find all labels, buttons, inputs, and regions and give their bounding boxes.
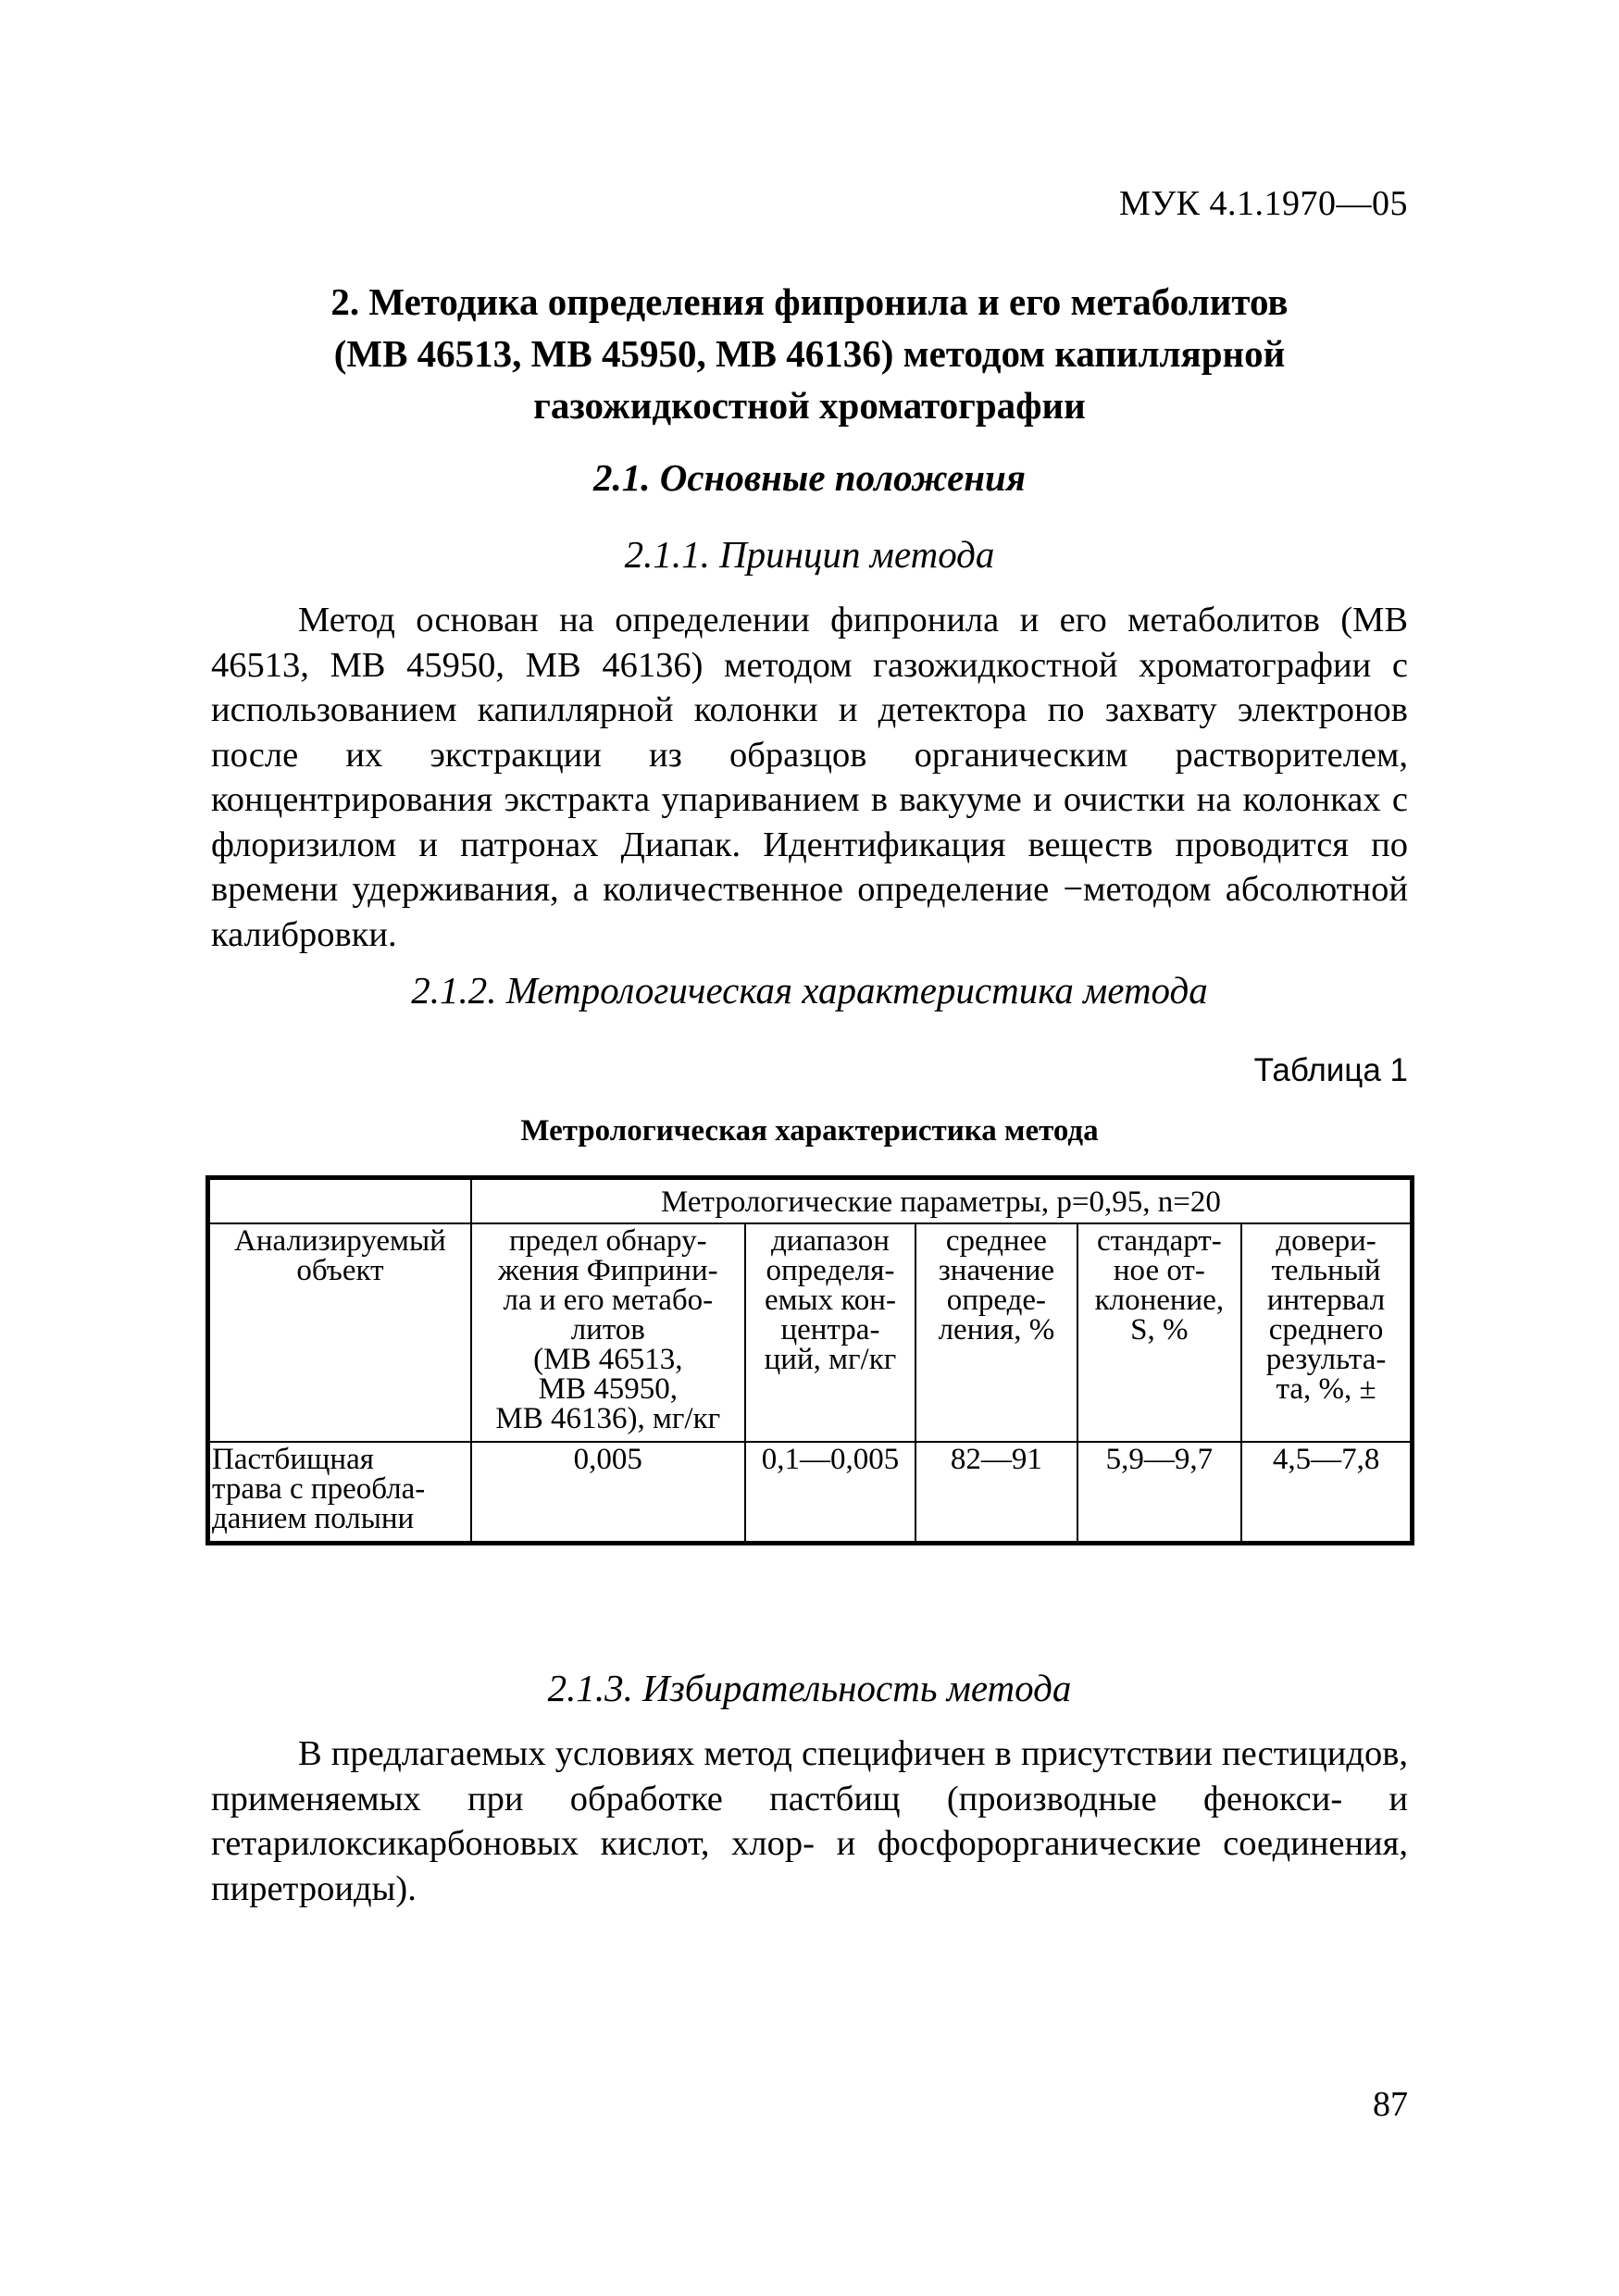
table-cell-sd: 5,9—9,7 bbox=[1077, 1442, 1242, 1544]
metrology-table bbox=[205, 1175, 1414, 1545]
table-row bbox=[208, 1442, 1413, 1544]
table-header-sd: стандарт- ное от- клонение, S, % bbox=[1077, 1223, 1242, 1442]
page-number: 87 bbox=[1373, 2085, 1408, 2124]
table-header-params: Метрологические параметры, р=0,95, n=20 bbox=[471, 1178, 1413, 1224]
section-title-line: (МВ 46513, МВ 45950, МВ 46136) методом капиллярной bbox=[333, 332, 1286, 375]
table-cell-detection-limit: 0,005 bbox=[471, 1442, 745, 1544]
table-header-row bbox=[208, 1178, 1413, 1224]
subsection-title-2-1-2: 2.1.2. Метрологическая характеристика метода bbox=[411, 969, 1208, 1011]
paragraph-principle: Метод основан на определении фипронила и его метаболитов (МВ 46513, МВ 45950, МВ 46136) методом газожидкостной хроматографии с использованием капиллярной колонки и детектора по захвату электронов после их экстракции из образцов органическим растворителем, концентрирования экстракта упариванием в вакууме и очистки на колонках с флоризилом и патронах Диапак. Идентификация веществ проводится по времени удерживания, а количественное определение −методом абсолютной калибровки. bbox=[211, 601, 1408, 954]
paragraph-selectivity: В предлагаемых условиях метод специфичен в присутствии пестицидов, применяемых при обработке пастбищ (производные фенокси- и гетарилоксикарбоновых кислот, хлор- и фосфорорганические соединения, пиретроиды). bbox=[211, 1734, 1408, 1908]
table-header-range: диапазон определя- емых кон- центра- ций, мг/кг bbox=[745, 1223, 915, 1442]
table-header-detection-limit: предел обнару- жения Фиприни- ла и его метабо- литов (МВ 46513, МВ 45950, МВ 46136), мг/кг bbox=[471, 1223, 745, 1442]
section-title-line: газожидкостной хроматографии bbox=[533, 384, 1086, 427]
table-cell-mean: 82—91 bbox=[915, 1442, 1077, 1544]
table-header-empty-cell bbox=[208, 1178, 471, 1224]
subsection-title-2-1-3: 2.1.3. Избирательность метода bbox=[547, 1667, 1072, 1709]
table-title: Метрологическая характеристика метода bbox=[520, 1114, 1099, 1148]
table-header-interval: довери- тельный интервал среднего результа- та, %, ± bbox=[1241, 1223, 1412, 1442]
subsection-title-2-1-1: 2.1.1. Принцип метода bbox=[624, 533, 995, 576]
section-title-line: 2. Методика определения фипронила и его метаболитов bbox=[330, 280, 1289, 323]
document-code: МУК 4.1.1970—05 bbox=[1118, 184, 1408, 223]
table-header-mean: среднее значение опреде- ления, % bbox=[915, 1223, 1077, 1442]
table-cell-object: Пастбищная трава с преобла- данием полыни bbox=[208, 1442, 471, 1544]
table-caption: Таблица 1 bbox=[1253, 1052, 1408, 1088]
table-header-object: Анализируемый объект bbox=[208, 1223, 471, 1442]
table-cell-range: 0,1—0,005 bbox=[745, 1442, 915, 1544]
table-cell-interval: 4,5—7,8 bbox=[1241, 1442, 1412, 1544]
section-title bbox=[211, 276, 1408, 431]
subsection-title-2-1: 2.1. Основные положения bbox=[593, 456, 1026, 499]
table-header-row bbox=[208, 1223, 1413, 1442]
